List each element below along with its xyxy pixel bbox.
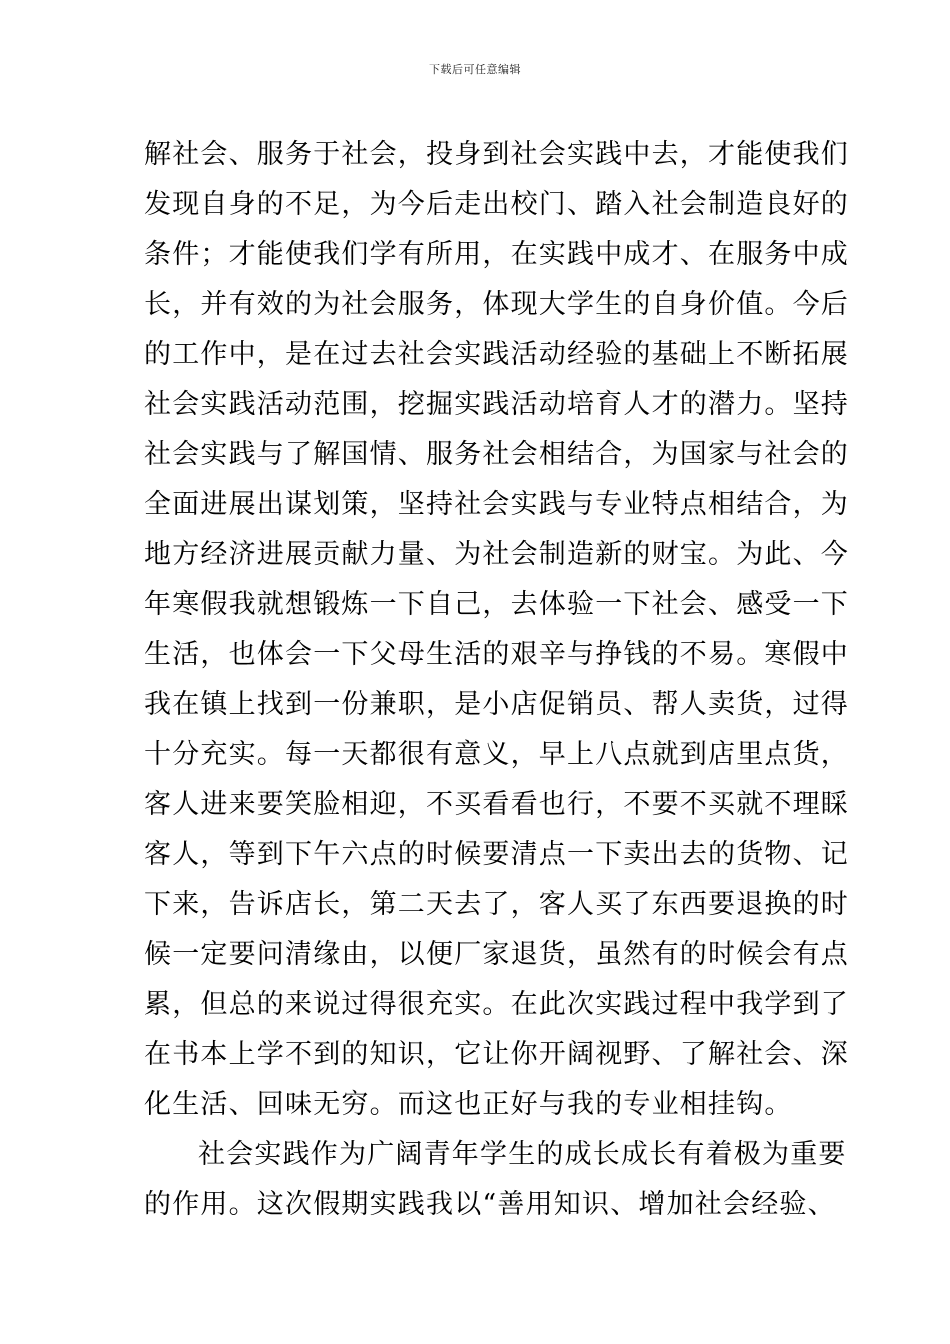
text-line: 条件；才能使我们学有所用，在实践中成才、在服务中成 xyxy=(144,239,849,270)
text-line: 社会实践与了解国情、服务社会相结合，为国家与社会的 xyxy=(144,439,849,470)
text-line: 解社会、服务于社会，投身到社会实践中去，才能使我们 xyxy=(144,139,849,170)
text-line: 在书本上学不到的知识，它让你开阔视野、了解社会、深 xyxy=(144,1039,849,1070)
text-line: 的作用。这次假期实践我以“善用知识、增加社会经验、 xyxy=(144,1189,836,1220)
text-line: 累，但总的来说过得很充实。在此次实践过程中我学到了 xyxy=(144,989,849,1020)
text-line: 社会实践活动范围，挖掘实践活动培育人才的潜力。坚持 xyxy=(144,389,849,420)
document-body xyxy=(144,130,849,1230)
text-line: 长，并有效的为社会服务，体现大学生的自身价值。今后 xyxy=(144,289,849,320)
text-line: 十分充实。每一天都很有意义，早上八点就到店里点货， xyxy=(144,739,849,770)
text-line: 生活，也体会一下父母生活的艰辛与挣钱的不易。寒假中 xyxy=(144,639,849,670)
text-line: 我在镇上找到一份兼职，是小店促销员、帮人卖货，过得 xyxy=(144,689,849,720)
text-line: 地方经济进展贡献力量、为社会制造新的财宝。为此、今 xyxy=(144,539,849,570)
paragraph-first-line: 社会实践作为广阔青年学生的成长成长有着极为重要 xyxy=(198,1139,847,1170)
text-line: 的工作中，是在过去社会实践活动经验的基础上不断拓展 xyxy=(144,339,849,370)
text-line: 客人，等到下午六点的时候要清点一下卖出去的货物、记 xyxy=(144,839,849,870)
text-line: 客人进来要笑脸相迎，不买看看也行，不要不买就不理睬 xyxy=(144,789,849,820)
text-line: 候一定要问清缘由，以便厂家退货，虽然有的时候会有点 xyxy=(144,939,849,970)
text-line: 化生活、回味无穷。而这也正好与我的专业相挂钩。 xyxy=(144,1089,793,1120)
page-header: 下载后可任意编辑 xyxy=(429,63,521,76)
text-line: 下来，告诉店长，第二天去了，客人买了东西要退换的时 xyxy=(144,889,849,920)
text-line: 发现自身的不足，为今后走出校门、踏入社会制造良好的 xyxy=(144,189,849,220)
text-line: 全面进展出谋划策，坚持社会实践与专业特点相结合，为 xyxy=(144,489,849,520)
text-line: 年寒假我就想锻炼一下自己，去体验一下社会、感受一下 xyxy=(144,589,849,620)
